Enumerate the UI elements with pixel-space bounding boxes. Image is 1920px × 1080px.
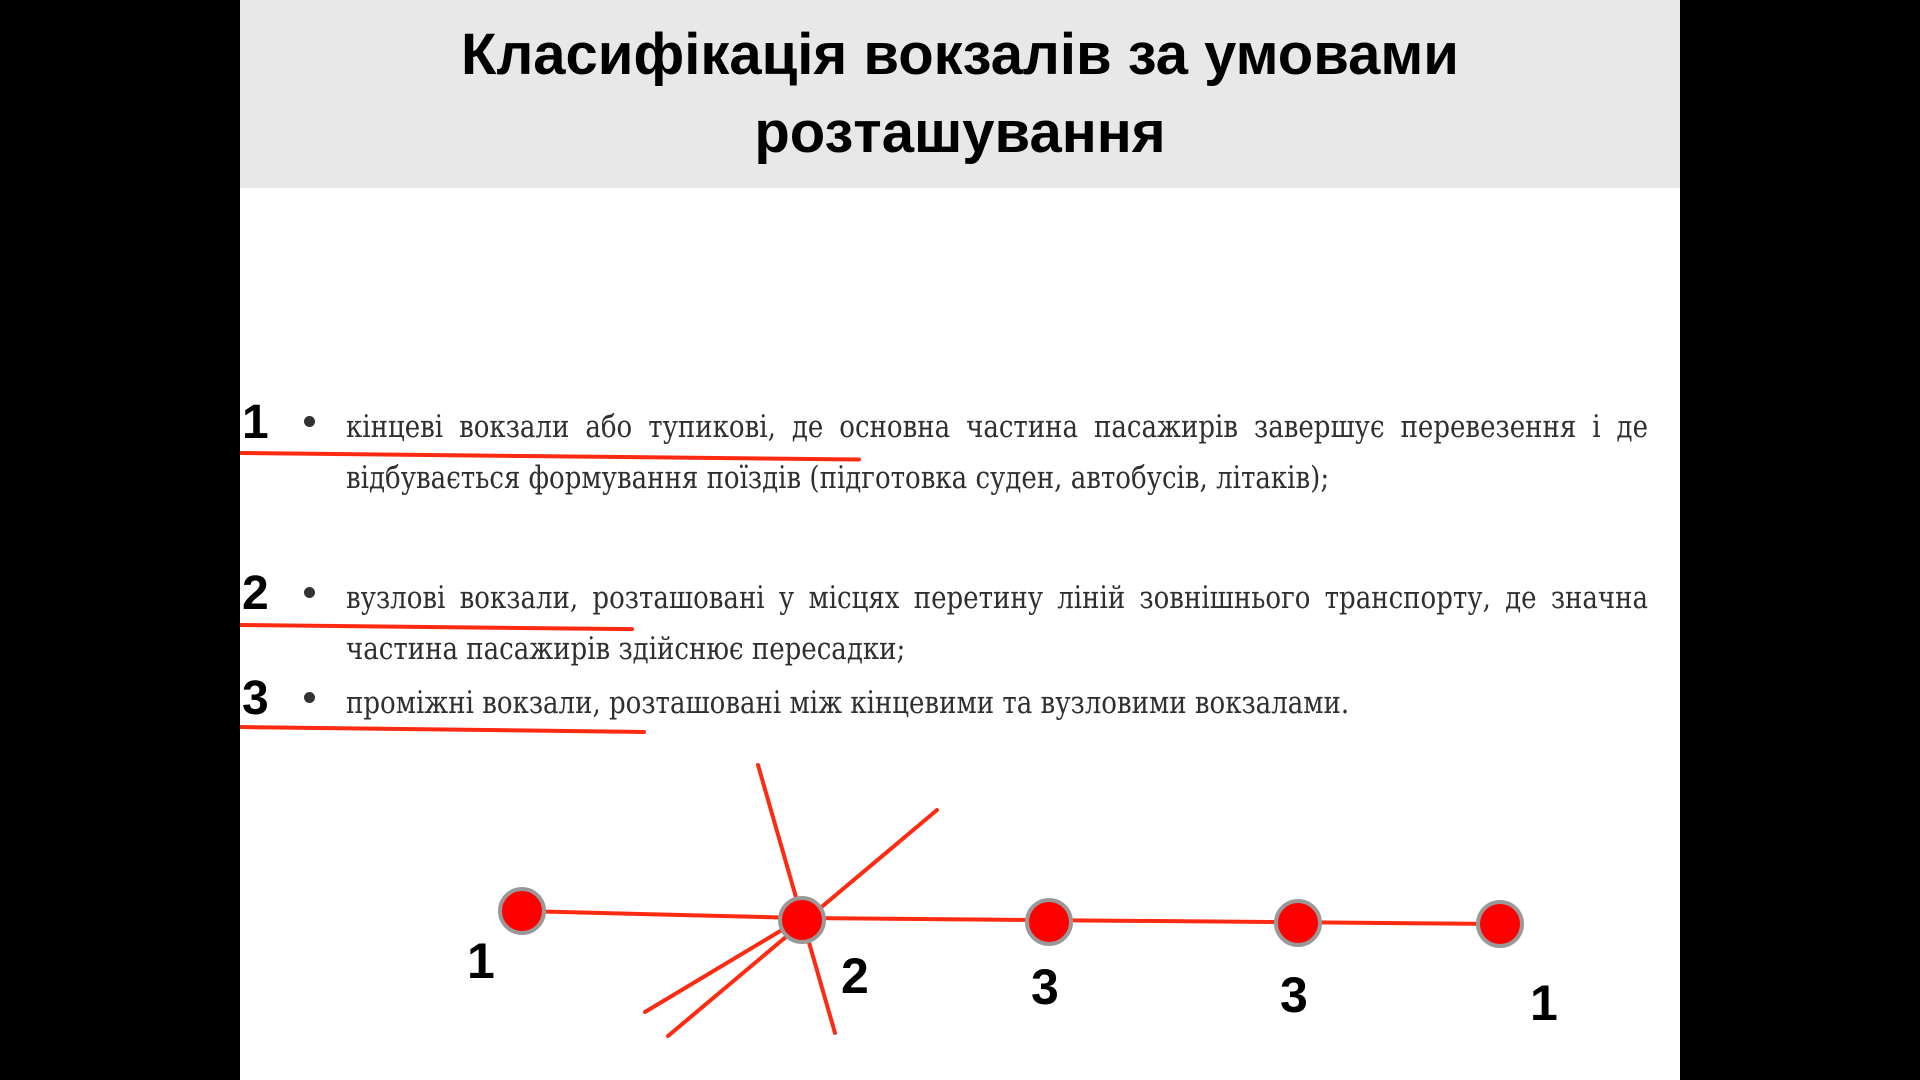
item-number: 3 (242, 672, 269, 725)
station-node-junction (780, 898, 824, 942)
main-line (802, 918, 1500, 924)
station-label: 3 (1280, 967, 1308, 1023)
station-label: 1 (467, 933, 495, 989)
station-labels (467, 933, 1558, 1031)
item-number: 1 (242, 396, 269, 449)
slide-title: Класифікація вокзалів за умовами розташування (461, 22, 1459, 165)
item-text: вузлові вокзали, розташовані у місцях перетину ліній зовнішнього транспорту, де значна частина пасажирів здійснює пересадки; (346, 580, 1648, 667)
station-diagram (240, 0, 1680, 1080)
station-node-terminal (500, 889, 544, 933)
station-label: 3 (1031, 959, 1059, 1015)
item-text: проміжні вокзали, розташовані між кінцевими та вузловими вокзалами. (346, 685, 1350, 721)
station-node-terminal (1478, 902, 1522, 946)
item-text: кінцеві вокзали або тупикові, де основна частина пасажирів завершує перевезення і де відбувається формування поїздів (підготовка суден, автобусів, літаків); (346, 409, 1648, 496)
station-node-intermediate (1027, 900, 1071, 944)
item-number: 2 (242, 567, 269, 620)
station-label: 2 (841, 948, 869, 1004)
main-line (522, 911, 802, 918)
station-nodes (500, 889, 1522, 946)
railway-lines (522, 765, 1500, 1036)
station-node-intermediate (1276, 901, 1320, 945)
station-label: 1 (1530, 975, 1558, 1031)
slide (240, 0, 1680, 1080)
crossing-line (645, 918, 802, 1012)
